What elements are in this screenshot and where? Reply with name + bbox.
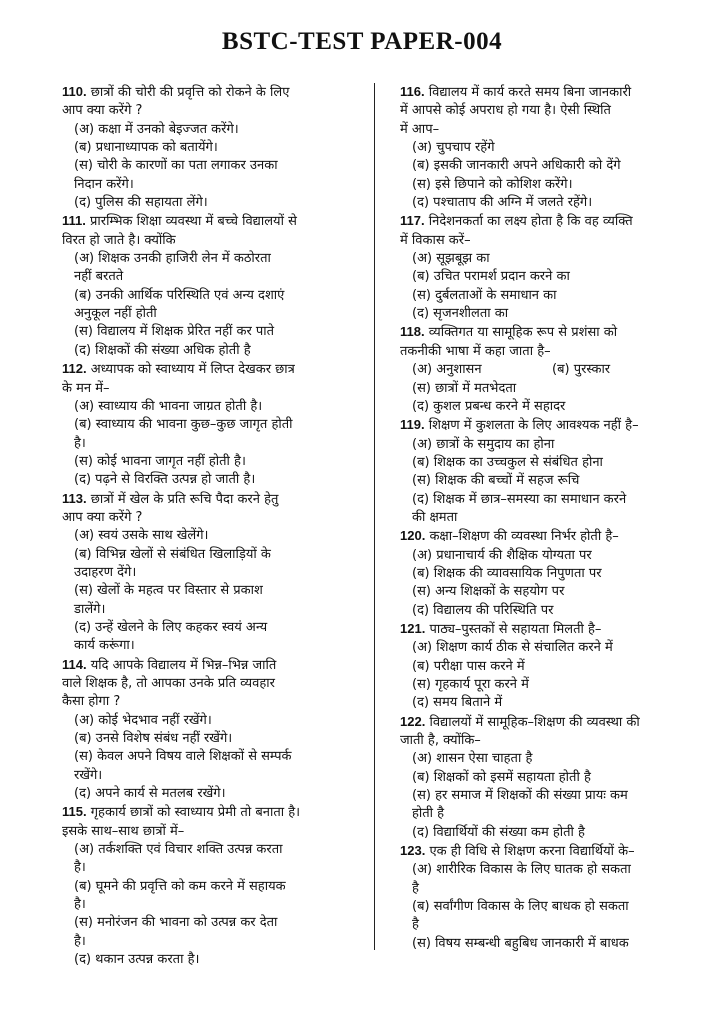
question-stem [62, 360, 352, 398]
option: (अ) शारीरिक विकास के लिए घातक हो सकता है [412, 862, 631, 896]
question-123 [400, 842, 692, 953]
question-115 [62, 803, 352, 969]
option: (अ) प्रधानाचार्य की शैक्षिक योग्यता पर [412, 547, 592, 563]
option: (अ) शिक्षण कार्य ठीक से संचालित करने में [412, 640, 613, 656]
question-number: 122. [400, 713, 426, 729]
question-number: 117. [400, 213, 425, 229]
option: (स) दुर्बलताओं के समाधान का [412, 287, 557, 303]
option: (द) पश्चाताप की अग्नि में जलते रहेंगे। [412, 195, 593, 211]
option: (अ) स्वयं उसके साथ खेलेंगे। [74, 528, 209, 544]
option: (अ) तर्कशक्ति एवं विचार शक्ति उत्पन्न करता है। [74, 842, 283, 876]
option: (द) समय बिताने में [412, 695, 503, 711]
option: (द) सृजनशीलता का [412, 306, 509, 322]
option: (ब) स्वाध्याय की भावना कुछ–कुछ जागृत होती है। [74, 417, 293, 451]
question-text: छात्रों की चोरी की प्रवृत्ति को रोकने के लिए आप क्या करेंगे ? [62, 85, 290, 119]
option: (द) अपने कार्य से मतलब रखेंगे। [74, 786, 226, 802]
option: (स) चोरी के कारणों का पता लगाकर उनका निदान करेंगे। [74, 158, 278, 192]
option: (अ) सूझबूझ का [412, 251, 490, 267]
option: (ब) उनकी आर्थिक परिस्थिति एवं अन्य दशाएं अनुकूल नहीं होती [74, 287, 285, 322]
question-stem [62, 83, 352, 121]
question-112 [62, 360, 352, 489]
option: (अ) चुपचाप रहेंगे [412, 140, 495, 156]
question-stem [62, 490, 352, 528]
option: (स) इसे छिपाने को कोशिश करेंगे। [412, 176, 573, 192]
option: (ब) घूमने की प्रवृत्ति को कम करने में सहायक है। [74, 878, 286, 913]
option: (स) विद्यालय में शिक्षक प्रेरित नहीं कर पाते [74, 324, 275, 340]
option: (ब) शिक्षक की व्यावसायिक निपुणता पर [412, 565, 602, 581]
question-114 [62, 656, 352, 804]
question-text: गृहकार्य छात्रों को स्वाध्याय प्रेमी तो बनाता है। इसके साथ–साथ छात्रों में– [62, 805, 301, 839]
option: (स) गृहकार्य पूरा करने में [412, 677, 529, 692]
question-stem [400, 842, 692, 861]
question-117 [400, 212, 692, 323]
question-110 [62, 83, 352, 212]
question-text: शिक्षण में कुशलता के लिए आवश्यक नहीं है– [428, 418, 639, 434]
question-number: 112. [62, 361, 87, 377]
option: (द) पुलिस की सहायता लेंगे। [74, 195, 208, 211]
option: (द) विद्यालय की परिस्थिति पर [412, 602, 554, 618]
question-116 [400, 83, 692, 212]
question-111 [62, 212, 352, 360]
question-text: विद्यालय में कार्य करते समय बिना जानकारी में आपसे कोई अपराध हो गया है। ऐसी स्थिति में आप– [400, 85, 632, 137]
option: (स) हर समाज में शिक्षकों की संख्या प्रायः कम होती है [412, 788, 628, 822]
option: (स) छात्रों में मतभेदता [412, 380, 517, 396]
question-119 [400, 416, 692, 527]
option: (ब) शिक्षक का उच्चकुल से संबंधित होना [412, 454, 603, 470]
question-text: कक्षा–शिक्षण की व्यवस्था निर्भर होती है– [429, 529, 619, 545]
question-120 [400, 527, 692, 620]
option-row [400, 361, 692, 379]
option: (स) अन्य शिक्षकों के सहयोग पर [412, 584, 565, 600]
question-number: 123. [400, 843, 426, 859]
question-number: 114. [62, 656, 87, 672]
question-stem [400, 212, 692, 250]
option: (स) शिक्षक की बच्चों में सहज रूचि [412, 473, 580, 489]
option: (द) कुशल प्रबन्ध करने में सहादर [412, 398, 566, 414]
question-stem [400, 83, 692, 139]
option: (द) शिक्षक में छात्र–समस्या का समाधान करने की क्षमता [412, 491, 627, 525]
option: (अ) शासन ऐसा चाहता है [412, 751, 533, 767]
option: (द) थकान उत्पन्न करता है। [74, 952, 200, 968]
question-121 [400, 620, 692, 713]
question-number: 115. [62, 804, 87, 820]
option: (द) उन्हें खेलने के लिए कहकर स्वयं अन्य कार्य करूंगा। [74, 619, 268, 654]
question-stem [400, 527, 692, 546]
option: (ब) शिक्षकों को इसमें सहायता होती है [412, 769, 591, 785]
page-title: BSTC-TEST PAPER-004 [221, 28, 503, 55]
question-stem [400, 620, 692, 639]
question-text: छात्रों में खेल के प्रति रूचि पैदा करने हेतु आप क्या करेंगे ? [62, 491, 279, 525]
option: (ब) उनसे विशेष संबंध नहीं रखेंगे। [74, 731, 233, 747]
question-text: विद्यालयों में सामूहिक–शिक्षण की व्यवस्था की जाती है, क्योंकि– [400, 714, 640, 749]
option: (अ) अनुशासन [412, 362, 482, 378]
option: (द) शिक्षकों की संख्या अधिक होती है [74, 342, 251, 358]
option: (स) केवल अपने विषय वाले शिक्षकों से सम्पर्क रखेंगे। [74, 749, 292, 783]
option: (अ) स्वाध्याय की भावना जाग्रत होती है। [74, 398, 263, 414]
option: (स) खेलों के महत्व पर विस्तार से प्रकाश डालेंगे। [74, 583, 263, 617]
question-number: 116. [400, 84, 425, 99]
question-118 [400, 323, 692, 416]
question-text: यदि आपके विद्यालय में भिन्न–भिन्न जाति वाले शिक्षक है, तो आपका उनके प्रति व्यवहार कैसा होगा ? [62, 657, 277, 710]
option: (अ) शिक्षक उनकी हाजिरी लेन में कठोरता नहीं बरतते [74, 251, 271, 285]
question-text: निदेशनकर्ता का लक्ष्य होता है कि वह व्यक्ति में विकास करें– [400, 214, 633, 248]
question-text: पाठ्य–पुस्तकों से सहायता मिलती है– [429, 621, 602, 637]
question-number: 121. [400, 620, 426, 636]
right-column [400, 83, 692, 953]
question-stem [62, 803, 352, 841]
question-number: 113. [62, 490, 87, 506]
question-text: अध्यापक को स्वाध्याय में लिप्त देखकर छात्र के मन में– [62, 362, 295, 396]
question-text: प्रारम्भिक शिक्षा व्यवस्था में बच्चे विद्यालयों से विरत हो जाते है। क्योंकि [62, 214, 297, 248]
question-122 [400, 713, 692, 842]
option: (ब) उचित परामर्श प्रदान करने का [412, 269, 570, 285]
option: (द) पढ़ने से विरक्ति उत्पन्न हो जाती है। [74, 472, 256, 488]
question-stem [400, 713, 692, 751]
option: (ब) विभिन्न खेलों से संबंधित खिलाड़ियों के उदाहरण देंगे। [74, 546, 271, 580]
question-number: 120. [400, 528, 426, 544]
question-text: व्यक्तिगत या सामूहिक रूप से प्रशंसा को तकनीकी भाषा में कहा जाता है– [400, 325, 618, 359]
column-divider [374, 83, 375, 950]
option: (ब) पुरस्कार [552, 362, 611, 378]
question-number: 111. [62, 213, 86, 229]
option: (द) विद्यार्थियों की संख्या कम होती है [412, 824, 585, 840]
question-text: एक ही विधि से शिक्षण करना विद्यार्थियों के– [429, 844, 635, 860]
question-stem [62, 212, 352, 250]
left-column [62, 83, 352, 970]
question-number: 118. [400, 324, 425, 340]
option: (ब) इसकी जानकारी अपने अधिकारी को देंगे [412, 158, 621, 174]
question-number: 110. [62, 84, 87, 99]
option: (स) विषय सम्बन्धी बहुबिध जानकारी में बाधक [412, 935, 629, 951]
option: (अ) कक्षा में उनको बेइज्जत करेंगे। [74, 121, 239, 137]
question-stem [400, 416, 692, 435]
question-stem [400, 323, 692, 361]
option: (ब) परीक्षा पास करने में [412, 658, 525, 674]
question-stem [62, 656, 352, 712]
option: (अ) कोई भेदभाव नहीं रखेंगे। [74, 712, 212, 728]
option: (अ) छात्रों के समुदाय का होना [412, 436, 555, 452]
option: (ब) सर्वांगीण विकास के लिए बाधक हो सकता है [412, 899, 629, 933]
option: (ब) प्रधानाध्यापक को बतायेंगे। [74, 140, 218, 156]
question-113 [62, 490, 352, 656]
option: (स) मनोरंजन की भावना को उत्पन्न कर देता है। [74, 915, 278, 949]
option: (स) कोई भावना जागृत नहीं होती है। [74, 453, 246, 469]
question-number: 119. [400, 417, 425, 433]
